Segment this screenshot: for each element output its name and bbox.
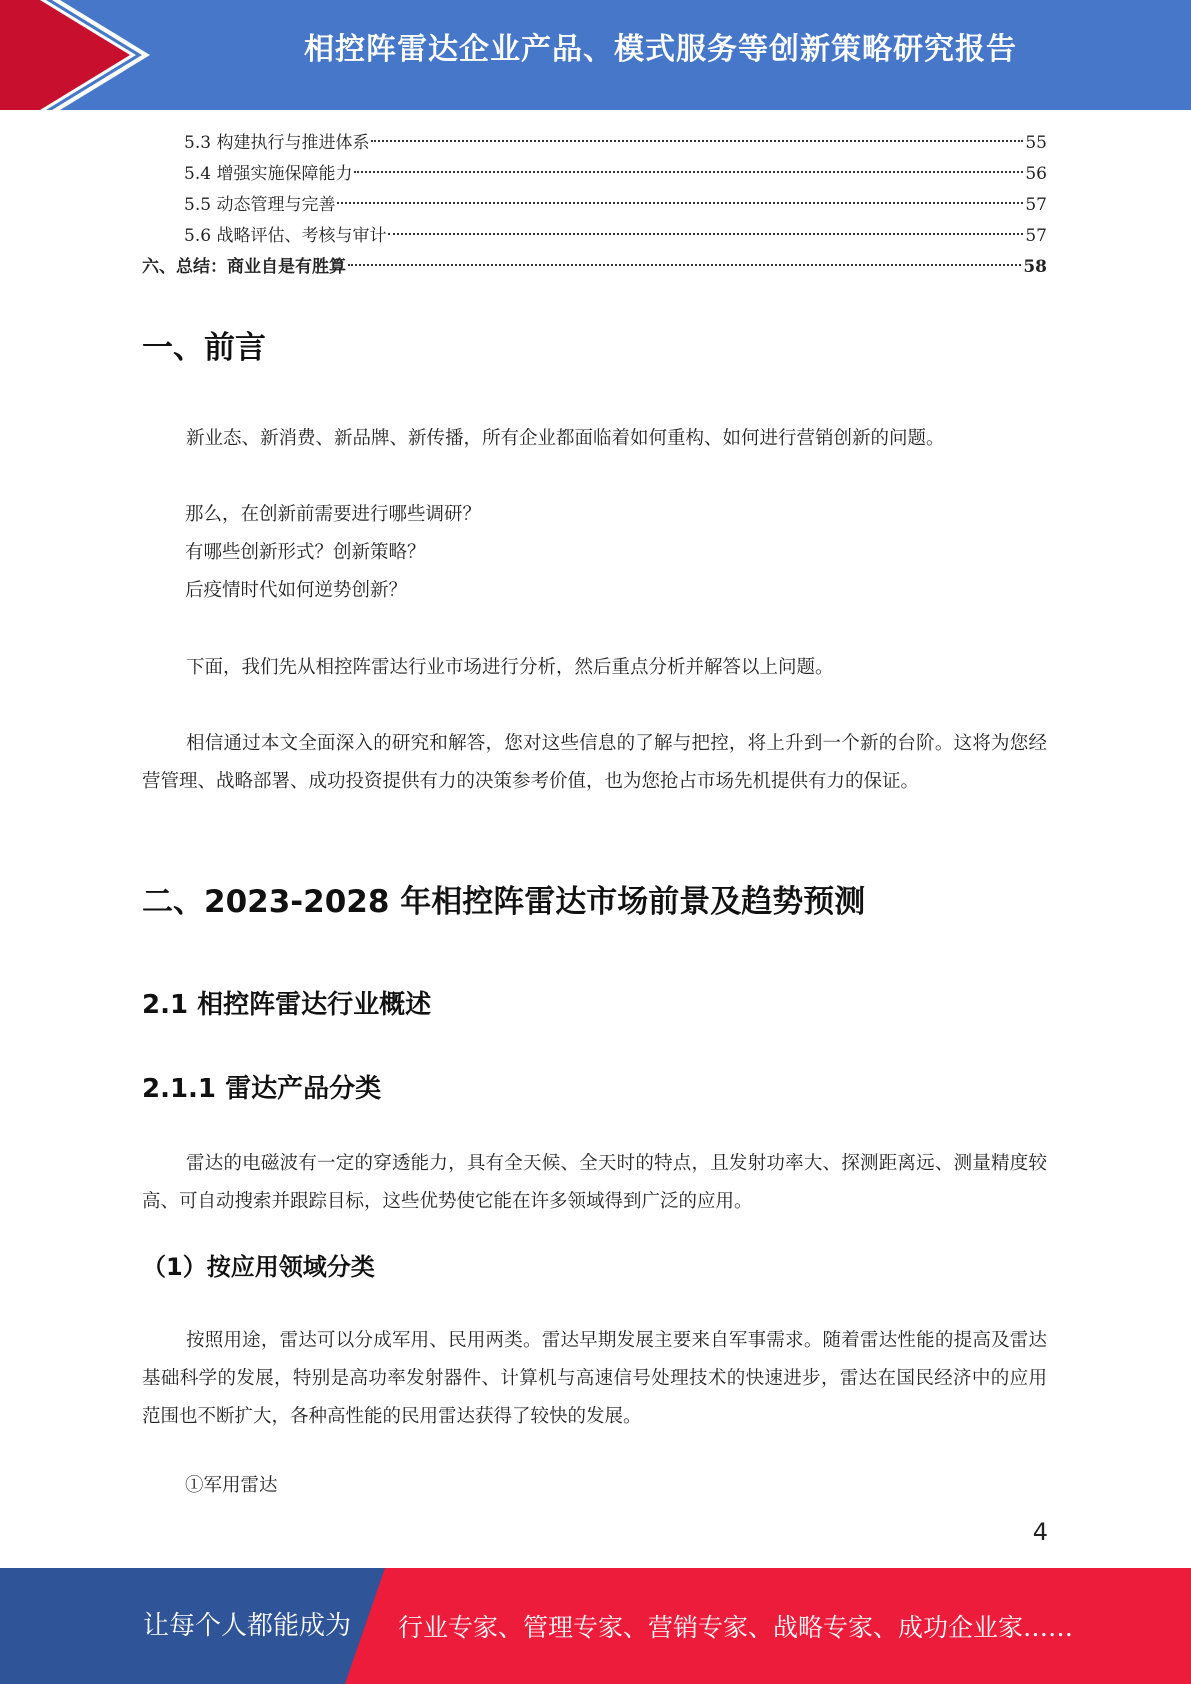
section-heading-market: 二、2023-2028 年相控阵雷达市场前景及趋势预测 xyxy=(142,884,866,920)
paragraph: 新业态、新消费、新品牌、新传播，所有企业都面临着如何重构、如何进行营销创新的问题。 xyxy=(186,428,945,449)
question-line: 那么，在创新前需要进行哪些调研？ xyxy=(185,504,482,525)
toc-entry-page: 57 xyxy=(1025,195,1047,215)
toc-leader-dots xyxy=(337,202,1023,204)
toc-entry-label: 六、总结：商业自是有胜算 xyxy=(142,257,346,277)
subsection-heading-overview: 2.1 相控阵雷达行业概述 xyxy=(142,990,432,1020)
list-item: ①军用雷达 xyxy=(185,1475,278,1496)
paragraph: 雷达的电磁波有一定的穿透能力，具有全天候、全天时的特点，且发射功率大、探测距离远、测量精度较高、可自动搜索并跟踪目标，这些优势使它能在许多领域得到广泛的应用。 xyxy=(142,1153,1047,1212)
subsection-heading-by-application: （1）按应用领域分类 xyxy=(142,1253,375,1281)
toc-entry-page: 56 xyxy=(1025,164,1047,184)
section-heading-preface: 一、前言 xyxy=(142,330,266,366)
toc-entry-label: 5.4 增强实施保障能力 xyxy=(184,164,353,184)
toc-entry-label: 5.5 动态管理与完善 xyxy=(184,195,336,215)
toc-entry[interactable] xyxy=(142,128,1047,159)
subsection-heading-classification: 2.1.1 雷达产品分类 xyxy=(142,1074,382,1104)
page-footer xyxy=(0,1568,1191,1684)
toc-entry[interactable] xyxy=(142,252,1047,283)
paragraph: 相信通过本文全面深入的研究和解答，您对这些信息的了解与把控，将上升到一个新的台阶。这将为您经营管理、战略部署、成功投资提供有力的决策参考价值，也为您抢占市场先机提供有力的保证。 xyxy=(142,733,1047,792)
paragraph: 下面，我们先从相控阵雷达行业市场进行分析，然后重点分析并解答以上问题。 xyxy=(186,657,834,678)
footer-slogan-left: 让每个人都能成为 xyxy=(143,1611,352,1641)
toc-entry[interactable] xyxy=(142,159,1047,190)
question-line: 后疫情时代如何逆势创新？ xyxy=(185,580,408,601)
toc-leader-dots xyxy=(348,264,1021,266)
table-of-contents xyxy=(142,128,1047,283)
page-number: 4 xyxy=(1032,1518,1048,1546)
toc-entry[interactable] xyxy=(142,190,1047,221)
toc-entry-page: 55 xyxy=(1025,133,1047,153)
report-title: 相控阵雷达企业产品、模式服务等创新策略研究报告 xyxy=(304,32,1017,67)
question-line: 有哪些创新形式？创新策略？ xyxy=(185,542,426,563)
toc-entry-page: 58 xyxy=(1023,257,1047,277)
footer-slogan-right: 行业专家、管理专家、营销专家、战略专家、成功企业家…… xyxy=(398,1613,1074,1642)
page-header xyxy=(0,0,1191,110)
toc-entry-label: 5.6 战略评估、考核与审计 xyxy=(184,226,387,246)
toc-entry[interactable] xyxy=(142,221,1047,252)
toc-entry-page: 57 xyxy=(1025,226,1047,246)
toc-entry-label: 5.3 构建执行与推进体系 xyxy=(184,133,370,153)
paragraph: 按照用途，雷达可以分成军用、民用两类。雷达早期发展主要来自军事需求。随着雷达性能的提高及雷达基础科学的发展，特别是高功率发射器件、计算机与高速信号处理技术的快速进步，雷达在国民经济中的应用范围也不断扩大，各种高性能的民用雷达获得了较快的发展。 xyxy=(142,1330,1047,1427)
toc-leader-dots xyxy=(354,171,1023,173)
toc-leader-dots xyxy=(388,233,1023,235)
toc-leader-dots xyxy=(371,140,1023,142)
